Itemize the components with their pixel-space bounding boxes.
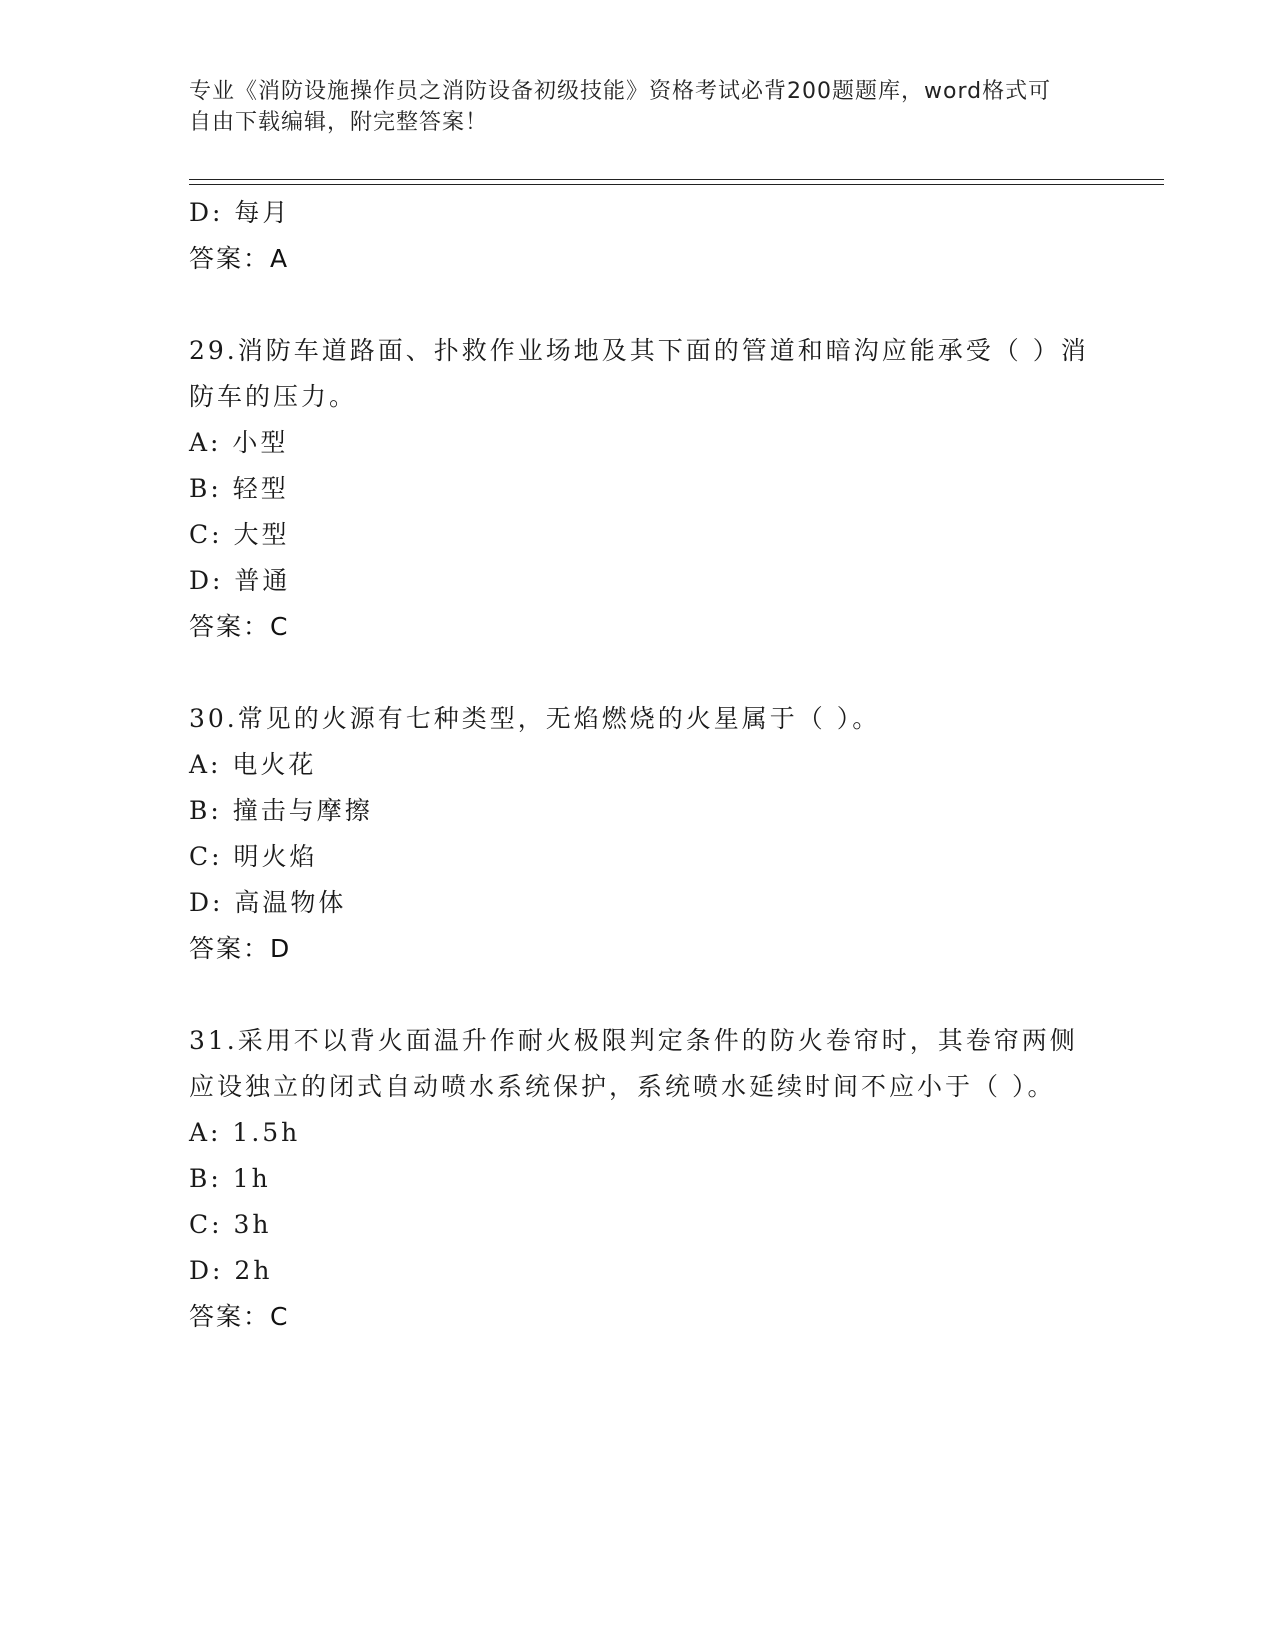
document-header: 专业《消防设施操作员之消防设备初级技能》资格考试必背200题题库，word格式可自由下载编辑，附完整答案！	[189, 79, 1052, 135]
question-list	[189, 190, 1089, 1340]
answer: 答案：D	[189, 934, 292, 963]
header-divider-second	[189, 184, 1164, 185]
option-a: A: 1.5h	[189, 1118, 301, 1147]
question-text: 31.采用不以背火面温升作耐火极限判定条件的防火卷帘时，其卷帘两侧应设独立的闭式自动喷水系统保护，系统喷水延续时间不应小于（ ）。	[189, 1026, 1078, 1101]
option-c: C: 3h	[189, 1210, 272, 1239]
answer: 答案：C	[189, 612, 290, 641]
header-divider	[189, 179, 1164, 180]
question-text: 29.消防车道路面、扑救作业场地及其下面的管道和暗沟应能承受（ ）消防车的压力。	[189, 336, 1089, 411]
prev-answer: 答案：A	[189, 244, 290, 273]
question-31	[189, 1018, 1089, 1340]
option-d: D: 高温物体	[189, 888, 347, 917]
option-c: C: 大型	[189, 520, 290, 549]
option-a: A: 电火花	[189, 750, 317, 779]
question-text: 30.常见的火源有七种类型，无焰燃烧的火星属于（ ）。	[189, 704, 881, 733]
question-30	[189, 696, 1089, 972]
prev-option-d: D: 每月	[189, 198, 291, 227]
option-b: B: 轻型	[189, 474, 289, 503]
answer: 答案：C	[189, 1302, 290, 1331]
question-29	[189, 328, 1089, 650]
option-d: D: 2h	[189, 1256, 273, 1285]
option-d: D: 普通	[189, 566, 291, 595]
option-a: A: 小型	[189, 428, 289, 457]
option-b: B: 1h	[189, 1164, 271, 1193]
option-c: C: 明火焰	[189, 842, 318, 871]
option-b: B: 撞击与摩擦	[189, 796, 373, 825]
